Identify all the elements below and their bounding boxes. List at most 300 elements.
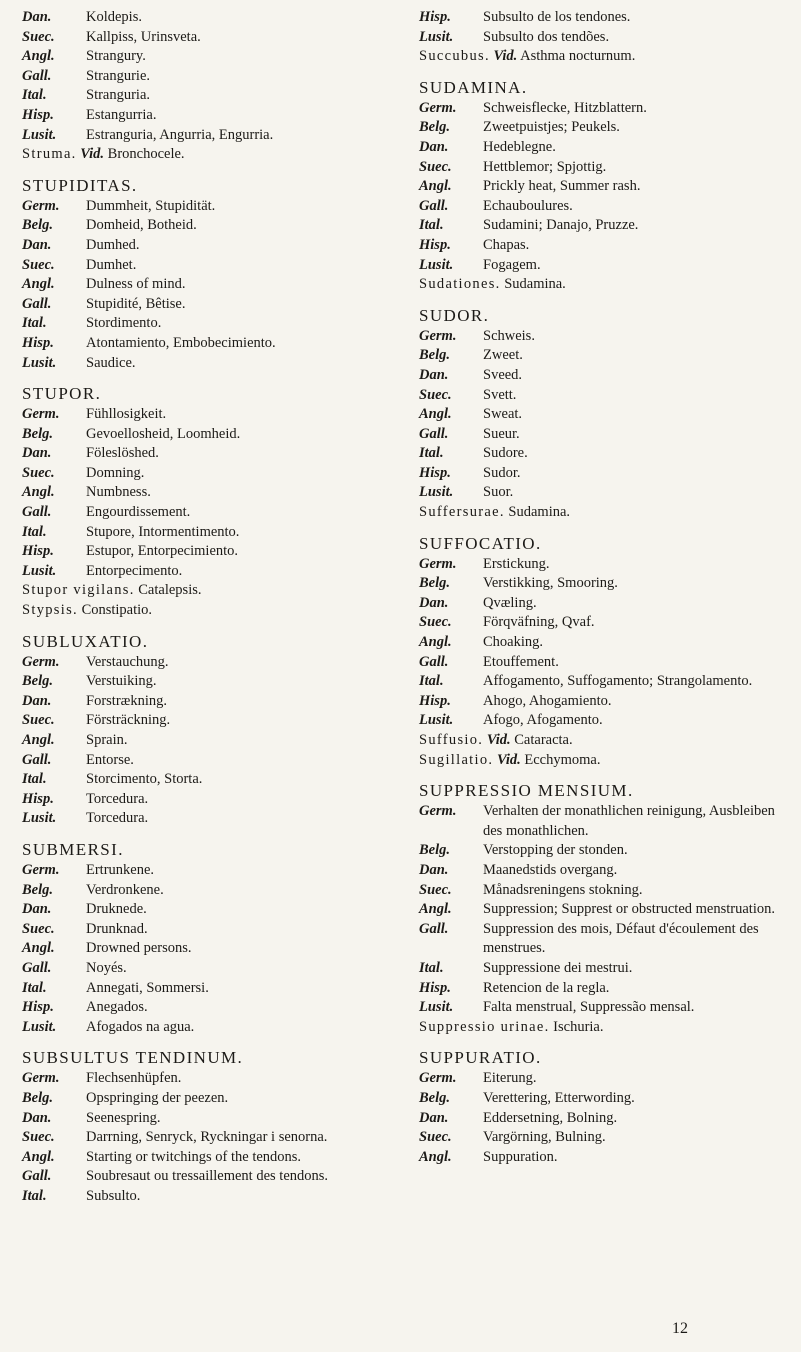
- translation-text: Entorse.: [86, 751, 134, 768]
- language-label: Angl.: [22, 48, 55, 65]
- translation-text: Dummheit, Stupidität.: [86, 197, 216, 214]
- language-label: Lusit.: [419, 28, 454, 45]
- translation-row: [419, 692, 791, 712]
- language-label: Angl.: [22, 1148, 55, 1165]
- translation-row: [22, 959, 382, 979]
- translation-text: Suppressione dei mestrui.: [483, 959, 633, 976]
- translation-text: Schweisflecke, Hitzblattern.: [483, 99, 647, 116]
- language-label: Hisp.: [22, 999, 54, 1016]
- translation-row: [419, 653, 791, 673]
- translation-text: Stupidité, Bêtise.: [86, 295, 186, 312]
- entry-headword: SUPPURATIO.: [419, 1048, 542, 1068]
- translation-row: [419, 177, 791, 197]
- cross-ref-headword: Suffusio.: [419, 732, 484, 748]
- language-label: Angl.: [22, 940, 55, 957]
- vid-marker: Vid.: [80, 146, 105, 163]
- cross-reference: [22, 581, 382, 601]
- translation-row: [419, 28, 791, 48]
- translation-text: Fühllosigkeit.: [86, 406, 167, 423]
- language-label: Suec.: [22, 28, 55, 45]
- translation-row: [22, 1018, 382, 1038]
- language-label: Hisp.: [22, 106, 54, 123]
- translation-text: Verstopping der stonden.: [483, 842, 628, 859]
- translation-text: Sveed.: [483, 366, 523, 383]
- translation-row: [419, 633, 791, 653]
- language-label: Belg.: [22, 881, 54, 898]
- translation-text: Afogados na agua.: [86, 1018, 195, 1035]
- language-label: Angl.: [22, 484, 55, 501]
- language-label: Dan.: [22, 9, 52, 25]
- translation-text: Sweat.: [483, 406, 523, 423]
- translation-row: [22, 256, 382, 276]
- language-label: Germ.: [22, 1070, 60, 1087]
- cross-ref-headword: Struma.: [22, 146, 77, 163]
- translation-text: Anegados.: [86, 999, 148, 1016]
- translation-row: [22, 731, 382, 751]
- cross-ref-target: Ischuria.: [553, 1018, 604, 1035]
- language-label: Suec.: [22, 1129, 55, 1146]
- left-column: [22, 8, 382, 1206]
- translation-row: [22, 861, 382, 881]
- vid-marker: Vid.: [486, 732, 511, 748]
- translation-text: Domheid, Botheid.: [86, 217, 197, 234]
- cross-ref-headword: Suffersurae.: [419, 504, 505, 521]
- language-label: Dan.: [22, 236, 52, 253]
- language-label: Belg.: [419, 119, 451, 136]
- translation-row: [419, 444, 791, 464]
- translation-row: [22, 295, 382, 315]
- translation-text: Dulness of mind.: [86, 276, 186, 293]
- language-label: Ital.: [22, 771, 47, 788]
- translation-text: Svett.: [483, 386, 517, 403]
- translation-row: [22, 67, 382, 87]
- translation-row: [419, 425, 791, 445]
- language-label: Belg.: [22, 425, 54, 442]
- dictionary-entry: [22, 631, 382, 829]
- translation-text: Gevoellosheid, Loomheid.: [86, 425, 241, 442]
- translation-row: [22, 47, 382, 67]
- translation-text: Druknede.: [86, 901, 147, 918]
- language-label: Dan.: [419, 138, 449, 155]
- translation-row: [419, 216, 791, 236]
- language-label: Germ.: [22, 861, 60, 878]
- translation-row: [22, 881, 382, 901]
- entry-headword: STUPOR.: [22, 384, 102, 404]
- language-label: Hisp.: [419, 464, 451, 481]
- translation-text: Sudor.: [483, 464, 521, 481]
- translation-text: Prickly heat, Summer rash.: [483, 178, 641, 195]
- translation-text: Torcedura.: [86, 810, 149, 827]
- translation-row: [22, 197, 382, 217]
- language-label: Dan.: [419, 861, 449, 878]
- translation-text: Hettblemor; Spjottig.: [483, 158, 607, 175]
- translation-text: Hedeblegne.: [483, 138, 556, 155]
- dictionary-entry: [419, 533, 791, 731]
- language-label: Belg.: [419, 347, 451, 364]
- language-label: Belg.: [22, 217, 54, 234]
- translation-text: Qvæling.: [483, 594, 537, 611]
- language-label: Dan.: [22, 445, 52, 462]
- translation-text: Maanedstids overgang.: [483, 861, 618, 878]
- language-label: Lusit.: [22, 126, 57, 143]
- language-label: Ital.: [419, 445, 444, 462]
- translation-text: Stordimento.: [86, 315, 162, 332]
- language-label: Lusit.: [22, 810, 57, 827]
- translation-row: [419, 1089, 791, 1109]
- translation-text: Estangurria.: [86, 106, 157, 123]
- translation-row: [419, 1069, 791, 1089]
- translation-row: [419, 99, 791, 119]
- translation-row: [419, 386, 791, 406]
- language-label: Belg.: [22, 673, 54, 690]
- translation-row: [419, 327, 791, 347]
- cross-ref-headword: Succubus.: [419, 48, 490, 65]
- translation-text: Numbness.: [86, 484, 151, 501]
- translation-row: [22, 106, 382, 126]
- cross-ref-headword: Suppressio urinae.: [419, 1018, 550, 1035]
- translation-text: Engourdissement.: [86, 504, 191, 521]
- translation-row: [22, 939, 382, 959]
- cross-ref-target: Catalepsis.: [138, 582, 202, 599]
- language-label: Angl.: [22, 276, 55, 293]
- translation-text: Chapas.: [483, 236, 530, 253]
- translation-text: Drunknad.: [86, 920, 148, 937]
- language-label: Gall.: [419, 653, 449, 670]
- language-label: Hisp.: [22, 790, 54, 807]
- translation-text: Echauboulures.: [483, 197, 573, 214]
- entry-continuation: [419, 8, 791, 47]
- translation-row: [419, 920, 791, 959]
- language-label: Lusit.: [22, 354, 57, 371]
- cross-reference: [419, 731, 791, 751]
- translation-row: [22, 444, 382, 464]
- cross-ref-target: Constipatio.: [81, 602, 153, 619]
- right-column: [419, 8, 791, 1167]
- dictionary-entry: [419, 780, 791, 1018]
- language-label: Suec.: [419, 881, 452, 898]
- language-label: Hisp.: [419, 236, 451, 253]
- language-label: Ital.: [22, 523, 47, 540]
- translation-row: [22, 523, 382, 543]
- translation-text: Drowned persons.: [86, 940, 192, 957]
- translation-row: [22, 790, 382, 810]
- translation-text: Domning.: [86, 464, 145, 481]
- translation-text: Dumhed.: [86, 236, 140, 253]
- dictionary-entry: [419, 1047, 791, 1167]
- language-label: Belg.: [419, 1089, 451, 1106]
- translation-text: Suppression des mois, Défaut d'écoulement des menstrues.: [483, 920, 759, 957]
- language-label: Angl.: [419, 1148, 452, 1165]
- language-label: Dan.: [22, 901, 52, 918]
- translation-row: [419, 158, 791, 178]
- translation-text: Sueur.: [483, 425, 520, 442]
- translation-text: Ertrunkene.: [86, 861, 155, 878]
- language-label: Gall.: [22, 67, 52, 84]
- language-label: Angl.: [419, 634, 452, 651]
- translation-text: Noyés.: [86, 959, 127, 976]
- translation-row: [22, 562, 382, 582]
- entry-continuation: [22, 8, 382, 145]
- translation-row: [419, 8, 791, 28]
- translation-row: [22, 334, 382, 354]
- translation-text: Opspringing der peezen.: [86, 1089, 229, 1106]
- translation-text: Verettering, Etterwording.: [483, 1089, 635, 1106]
- language-label: Suec.: [419, 386, 452, 403]
- translation-text: Zweet.: [483, 347, 523, 364]
- language-label: Lusit.: [22, 1018, 57, 1035]
- translation-text: Choaking.: [483, 634, 544, 651]
- translation-row: [22, 126, 382, 146]
- translation-text: Sudamini; Danajo, Pruzze.: [483, 217, 639, 234]
- translation-text: Koldepis.: [86, 9, 142, 25]
- translation-row: [419, 998, 791, 1018]
- dictionary-entry: [22, 839, 382, 1037]
- translation-row: [22, 809, 382, 829]
- language-label: Suec.: [419, 1129, 452, 1146]
- translation-text: Affogamento, Suffogamento; Strangolamento.: [483, 673, 753, 690]
- translation-text: Verstauchung.: [86, 653, 169, 670]
- cross-ref-headword: Stupor vigilans.: [22, 582, 135, 599]
- translation-text: Strangurie.: [86, 67, 151, 84]
- entry-headword: SUBMERSI.: [22, 839, 124, 859]
- translation-row: [22, 998, 382, 1018]
- language-label: Lusit.: [419, 484, 454, 501]
- entry-headword: SUDOR.: [419, 305, 490, 325]
- translation-text: Falta menstrual, Suppressão mensal.: [483, 999, 695, 1016]
- translation-text: Strangury.: [86, 48, 146, 65]
- translation-row: [22, 314, 382, 334]
- translation-row: [22, 770, 382, 790]
- translation-row: [22, 979, 382, 999]
- language-label: Belg.: [22, 1089, 54, 1106]
- translation-row: [419, 366, 791, 386]
- cross-ref-target: Ecchymoma.: [524, 751, 601, 768]
- language-label: Lusit.: [419, 999, 454, 1016]
- translation-row: [419, 959, 791, 979]
- language-label: Hisp.: [22, 334, 54, 351]
- translation-text: Förqväfning, Qvaf.: [483, 614, 595, 631]
- language-label: Ital.: [419, 959, 444, 976]
- cross-reference: [419, 275, 791, 295]
- translation-row: [22, 425, 382, 445]
- translation-row: [419, 613, 791, 633]
- translation-text: Eiterung.: [483, 1070, 537, 1087]
- entry-headword: SUBLUXATIO.: [22, 631, 149, 651]
- translation-text: Zweetpuistjes; Peukels.: [483, 119, 620, 136]
- language-label: Suec.: [22, 712, 55, 729]
- cross-reference: [419, 503, 791, 523]
- translation-row: [22, 900, 382, 920]
- translation-row: [22, 1069, 382, 1089]
- language-label: Angl.: [419, 901, 452, 918]
- translation-row: [419, 118, 791, 138]
- translation-text: Stranguria.: [86, 87, 151, 104]
- language-label: Suec.: [419, 614, 452, 631]
- translation-row: [22, 464, 382, 484]
- translation-text: Erstickung.: [483, 555, 550, 572]
- translation-text: Sprain.: [86, 732, 128, 748]
- translation-row: [22, 692, 382, 712]
- translation-row: [419, 256, 791, 276]
- language-label: Suec.: [22, 256, 55, 273]
- translation-row: [419, 861, 791, 881]
- translation-text: Forstrækning.: [86, 692, 167, 709]
- translation-row: [419, 802, 791, 841]
- translation-row: [419, 594, 791, 614]
- translation-row: [22, 236, 382, 256]
- language-label: Hisp.: [419, 692, 451, 709]
- translation-text: Atontamiento, Embobecimiento.: [86, 334, 276, 351]
- translation-row: [419, 1148, 791, 1168]
- translation-text: Subsulto.: [86, 1187, 141, 1204]
- translation-text: Verhalten der monathlichen reinigung, Ausbleiben des monathlichen.: [483, 803, 775, 839]
- translation-text: Etouffement.: [483, 653, 559, 670]
- translation-text: Vargörning, Bulning.: [483, 1129, 606, 1146]
- dictionary-entry: [22, 383, 382, 581]
- vid-marker: Vid.: [493, 48, 518, 65]
- translation-text: Kallpiss, Urinsveta.: [86, 28, 201, 45]
- translation-row: [22, 1167, 382, 1187]
- translation-text: Retencion de la regla.: [483, 979, 610, 996]
- cross-ref-target: Bronchocele.: [107, 146, 185, 163]
- language-label: Lusit.: [22, 562, 57, 579]
- translation-row: [22, 216, 382, 236]
- translation-text: Verstikking, Smooring.: [483, 575, 618, 592]
- language-label: Angl.: [419, 178, 452, 195]
- language-label: Gall.: [419, 920, 449, 937]
- translation-row: [419, 979, 791, 999]
- translation-row: [419, 1128, 791, 1148]
- language-label: Dan.: [419, 594, 449, 611]
- cross-reference: [419, 47, 791, 67]
- translation-row: [22, 751, 382, 771]
- language-label: Gall.: [22, 959, 52, 976]
- language-label: Germ.: [22, 653, 60, 670]
- language-label: Dan.: [419, 1109, 449, 1126]
- language-label: Hisp.: [419, 979, 451, 996]
- cross-ref-target: Sudamina.: [504, 276, 566, 293]
- entry-headword: SUPPRESSIO MENSIUM.: [419, 781, 634, 801]
- dictionary-entry: [22, 175, 382, 373]
- cross-ref-target: Cataracta.: [514, 732, 573, 748]
- translation-row: [22, 542, 382, 562]
- language-label: Germ.: [419, 1070, 457, 1087]
- language-label: Gall.: [22, 295, 52, 312]
- translation-text: Föleslöshed.: [86, 445, 159, 462]
- dictionary-entry: [419, 77, 791, 275]
- translation-text: Subsulto dos tendões.: [483, 28, 610, 45]
- translation-row: [419, 483, 791, 503]
- translation-row: [22, 711, 382, 731]
- translation-text: Fogagem.: [483, 256, 541, 273]
- translation-text: Månadsreningens stokning.: [483, 881, 643, 898]
- translation-row: [419, 672, 791, 692]
- language-label: Ital.: [419, 217, 444, 234]
- language-label: Angl.: [22, 732, 55, 748]
- translation-row: [22, 1187, 382, 1207]
- language-label: Germ.: [419, 99, 457, 116]
- language-label: Gall.: [419, 197, 449, 214]
- language-label: Germ.: [419, 803, 457, 820]
- language-label: Belg.: [419, 575, 451, 592]
- translation-text: Verstuiking.: [86, 673, 157, 690]
- translation-text: Eddersetning, Bolning.: [483, 1109, 618, 1126]
- translation-row: [419, 197, 791, 217]
- translation-row: [22, 672, 382, 692]
- cross-ref-headword: Stypsis.: [22, 602, 78, 619]
- translation-row: [419, 1109, 791, 1129]
- entry-headword: SUBSULTUS TENDINUM.: [22, 1048, 244, 1068]
- translation-text: Dumhet.: [86, 256, 137, 273]
- translation-row: [22, 354, 382, 374]
- translation-row: [22, 920, 382, 940]
- entry-headword: SUDAMINA.: [419, 77, 528, 97]
- translation-row: [419, 405, 791, 425]
- translation-row: [22, 1089, 382, 1109]
- translation-text: Torcedura.: [86, 790, 149, 807]
- translation-text: Stupore, Intormentimento.: [86, 523, 240, 540]
- cross-ref-target: Sudamina.: [508, 504, 571, 521]
- translation-row: [419, 841, 791, 861]
- language-label: Germ.: [419, 327, 457, 344]
- translation-text: Estranguria, Angurria, Engurria.: [86, 126, 274, 143]
- dictionary-entry: [419, 305, 791, 503]
- language-label: Belg.: [419, 842, 451, 859]
- translation-text: Försträckning.: [86, 712, 171, 729]
- translation-row: [22, 8, 382, 28]
- translation-text: Ahogo, Ahogamiento.: [483, 692, 612, 709]
- language-label: Dan.: [22, 692, 52, 709]
- entry-headword: SUFFOCATIO.: [419, 533, 542, 553]
- language-label: Dan.: [22, 1109, 52, 1126]
- translation-text: Afogo, Afogamento.: [483, 712, 603, 729]
- dictionary-entry: [22, 1047, 382, 1206]
- translation-text: Soubresaut ou tressaillement des tendons.: [86, 1168, 329, 1185]
- cross-ref-headword: Sudationes.: [419, 276, 501, 293]
- translation-text: Suppression; Supprest or obstructed menstruation.: [483, 901, 775, 918]
- translation-row: [22, 503, 382, 523]
- translation-row: [22, 405, 382, 425]
- language-label: Dan.: [419, 366, 449, 383]
- entry-headword: STUPIDITAS.: [22, 175, 138, 195]
- cross-reference: [419, 751, 791, 771]
- translation-text: Darrning, Senryck, Ryckningar i senorna.: [86, 1129, 328, 1146]
- page-number: 12: [672, 1320, 688, 1337]
- language-label: Ital.: [22, 87, 47, 104]
- translation-text: Seenespring.: [86, 1109, 161, 1126]
- language-label: Ital.: [419, 673, 444, 690]
- cross-reference: [22, 601, 382, 621]
- translation-row: [22, 483, 382, 503]
- language-label: Gall.: [419, 425, 449, 442]
- language-label: Gall.: [22, 504, 52, 521]
- translation-row: [22, 275, 382, 295]
- translation-row: [419, 711, 791, 731]
- translation-row: [22, 28, 382, 48]
- translation-text: Sudore.: [483, 445, 528, 462]
- language-label: Ital.: [22, 979, 47, 996]
- language-label: Gall.: [22, 1168, 52, 1185]
- translation-text: Estupor, Entorpecimiento.: [86, 543, 239, 560]
- cross-reference: [22, 145, 382, 165]
- translation-text: Saudice.: [86, 354, 136, 371]
- language-label: Ital.: [22, 315, 47, 332]
- language-label: Angl.: [419, 406, 452, 423]
- translation-text: Suor.: [483, 484, 514, 501]
- translation-text: Annegati, Sommersi.: [86, 979, 209, 996]
- language-label: Lusit.: [419, 256, 454, 273]
- translation-text: Suppuration.: [483, 1148, 558, 1165]
